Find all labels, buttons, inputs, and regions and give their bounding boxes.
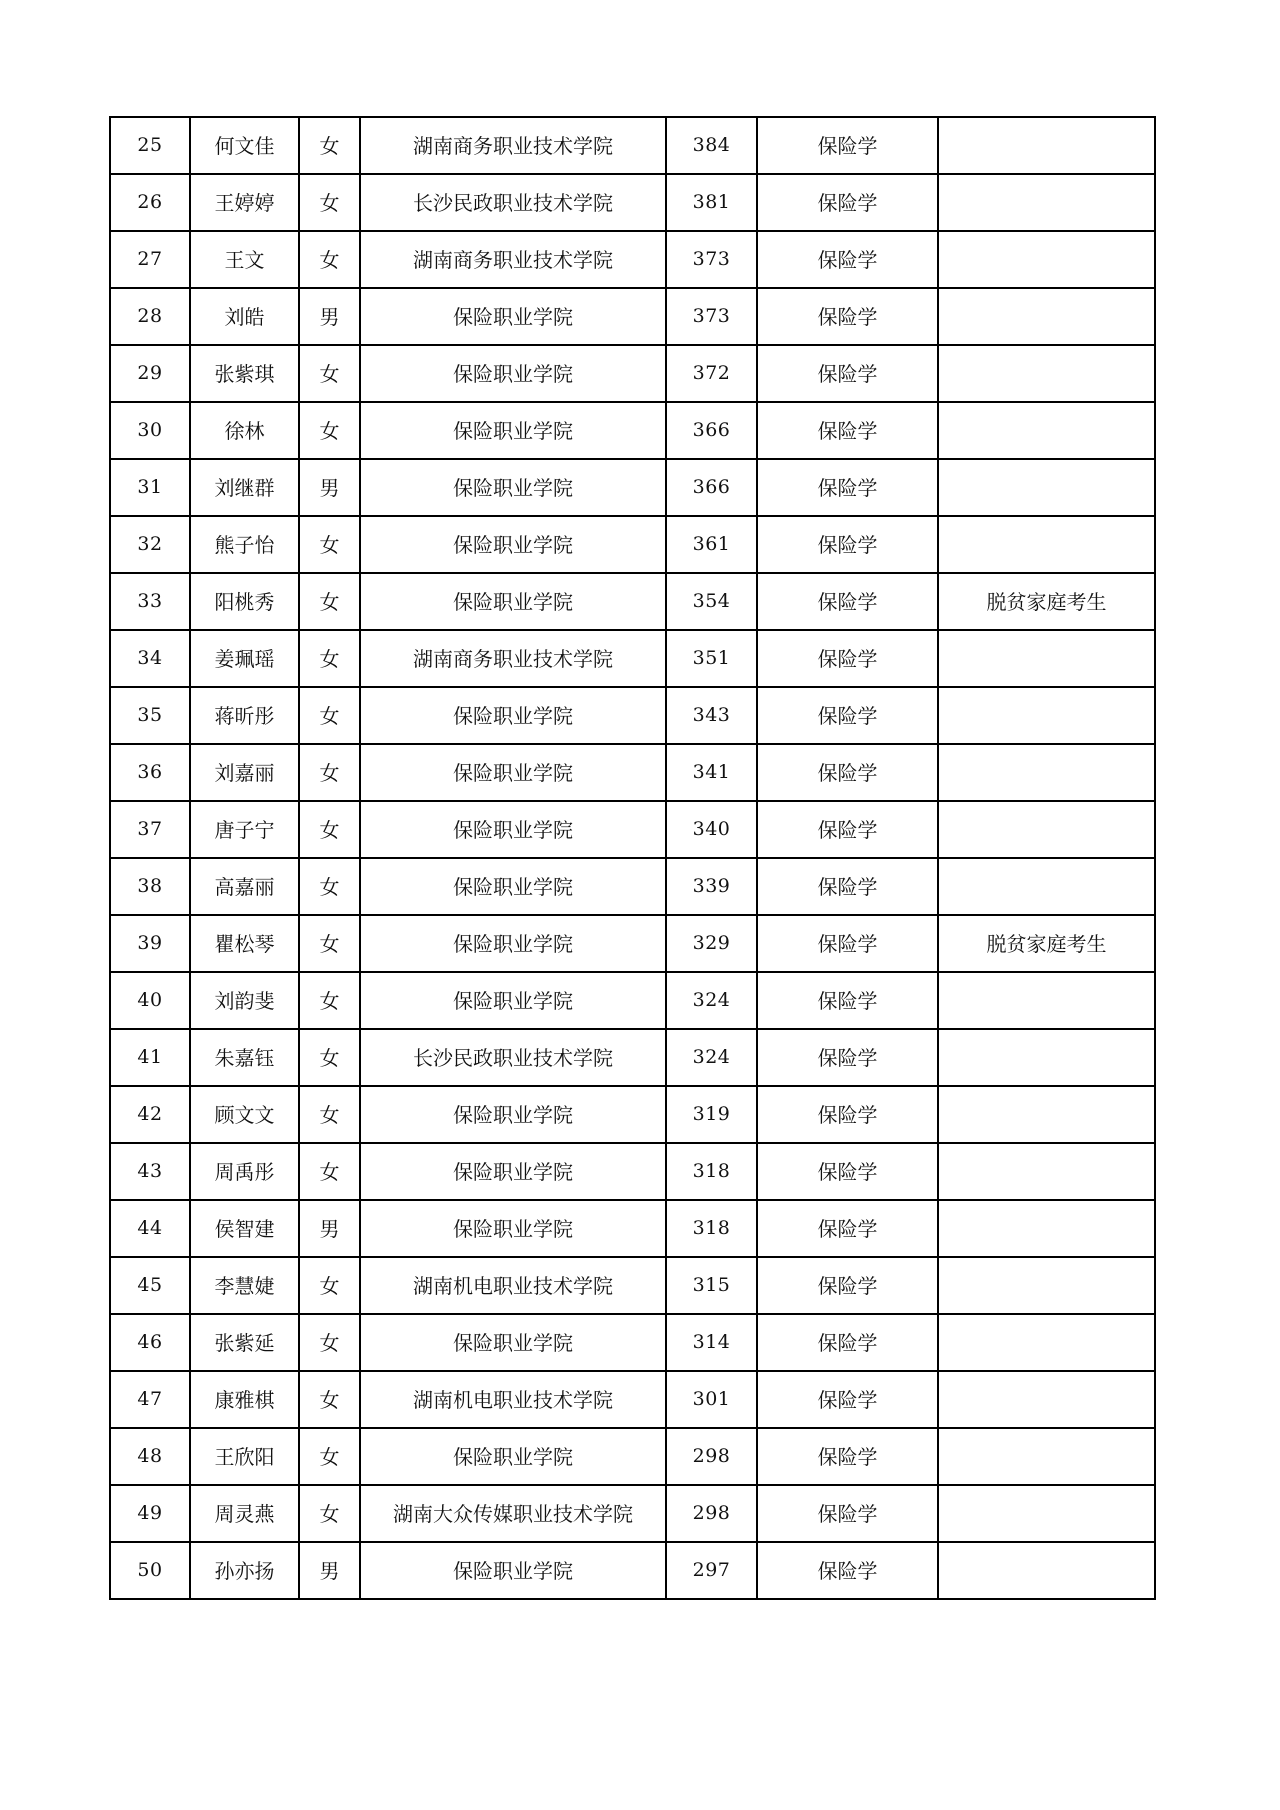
note-cell [938, 1257, 1155, 1314]
note-cell [938, 1200, 1155, 1257]
major-cell: 保险学 [757, 630, 938, 687]
major-cell: 保险学 [757, 345, 938, 402]
school-cell: 湖南商务职业技术学院 [360, 630, 666, 687]
school-cell: 保险职业学院 [360, 288, 666, 345]
school-cell: 保险职业学院 [360, 1542, 666, 1599]
table-row [110, 117, 1155, 174]
school-cell: 保险职业学院 [360, 1200, 666, 1257]
school-cell: 湖南机电职业技术学院 [360, 1257, 666, 1314]
name-cell: 张紫琪 [190, 345, 299, 402]
note-cell: 脱贫家庭考生 [938, 573, 1155, 630]
school-cell: 保险职业学院 [360, 345, 666, 402]
school-cell: 保险职业学院 [360, 1428, 666, 1485]
score-cell: 319 [666, 1086, 757, 1143]
major-cell: 保险学 [757, 1143, 938, 1200]
school-cell: 湖南商务职业技术学院 [360, 231, 666, 288]
school-cell: 长沙民政职业技术学院 [360, 174, 666, 231]
major-cell: 保险学 [757, 459, 938, 516]
score-cell: 366 [666, 459, 757, 516]
major-cell: 保险学 [757, 117, 938, 174]
note-cell [938, 687, 1155, 744]
name-cell: 侯智建 [190, 1200, 299, 1257]
major-cell: 保险学 [757, 402, 938, 459]
row-number-cell: 26 [110, 174, 190, 231]
row-number-cell: 32 [110, 516, 190, 573]
score-cell: 318 [666, 1143, 757, 1200]
note-cell [938, 1542, 1155, 1599]
major-cell: 保险学 [757, 744, 938, 801]
row-number-cell: 31 [110, 459, 190, 516]
major-cell: 保险学 [757, 1257, 938, 1314]
major-cell: 保险学 [757, 573, 938, 630]
row-number-cell: 33 [110, 573, 190, 630]
school-cell: 保险职业学院 [360, 1143, 666, 1200]
name-cell: 周禹彤 [190, 1143, 299, 1200]
table-row [110, 744, 1155, 801]
gender-cell: 女 [299, 1314, 360, 1371]
school-cell: 保险职业学院 [360, 687, 666, 744]
table-row [110, 801, 1155, 858]
score-cell: 298 [666, 1485, 757, 1542]
name-cell: 王婷婷 [190, 174, 299, 231]
note-cell [938, 117, 1155, 174]
row-number-cell: 45 [110, 1257, 190, 1314]
name-cell: 瞿松琴 [190, 915, 299, 972]
name-cell: 刘韵斐 [190, 972, 299, 1029]
gender-cell: 女 [299, 1371, 360, 1428]
table-row [110, 459, 1155, 516]
note-cell [938, 288, 1155, 345]
table-row [110, 516, 1155, 573]
note-cell [938, 516, 1155, 573]
row-number-cell: 49 [110, 1485, 190, 1542]
note-cell [938, 744, 1155, 801]
gender-cell: 女 [299, 117, 360, 174]
major-cell: 保险学 [757, 1371, 938, 1428]
table-row [110, 174, 1155, 231]
row-number-cell: 37 [110, 801, 190, 858]
gender-cell: 女 [299, 1086, 360, 1143]
score-cell: 373 [666, 288, 757, 345]
name-cell: 康雅棋 [190, 1371, 299, 1428]
school-cell: 保险职业学院 [360, 972, 666, 1029]
gender-cell: 女 [299, 1485, 360, 1542]
school-cell: 保险职业学院 [360, 402, 666, 459]
table-row [110, 1086, 1155, 1143]
gender-cell: 男 [299, 1542, 360, 1599]
name-cell: 唐子宁 [190, 801, 299, 858]
gender-cell: 女 [299, 516, 360, 573]
gender-cell: 女 [299, 915, 360, 972]
row-number-cell: 40 [110, 972, 190, 1029]
gender-cell: 女 [299, 801, 360, 858]
gender-cell: 女 [299, 345, 360, 402]
row-number-cell: 43 [110, 1143, 190, 1200]
note-cell [938, 174, 1155, 231]
row-number-cell: 48 [110, 1428, 190, 1485]
note-cell [938, 402, 1155, 459]
major-cell: 保险学 [757, 801, 938, 858]
row-number-cell: 35 [110, 687, 190, 744]
school-cell: 湖南商务职业技术学院 [360, 117, 666, 174]
school-cell: 保险职业学院 [360, 1086, 666, 1143]
note-cell [938, 1428, 1155, 1485]
name-cell: 徐林 [190, 402, 299, 459]
name-cell: 王欣阳 [190, 1428, 299, 1485]
major-cell: 保险学 [757, 1485, 938, 1542]
major-cell: 保险学 [757, 231, 938, 288]
name-cell: 姜珮瑶 [190, 630, 299, 687]
name-cell: 张紫延 [190, 1314, 299, 1371]
score-cell: 324 [666, 1029, 757, 1086]
note-cell [938, 972, 1155, 1029]
table-row [110, 1428, 1155, 1485]
major-cell: 保险学 [757, 1314, 938, 1371]
row-number-cell: 34 [110, 630, 190, 687]
score-cell: 361 [666, 516, 757, 573]
gender-cell: 男 [299, 288, 360, 345]
table-row [110, 858, 1155, 915]
gender-cell: 女 [299, 972, 360, 1029]
row-number-cell: 38 [110, 858, 190, 915]
score-cell: 324 [666, 972, 757, 1029]
name-cell: 朱嘉钰 [190, 1029, 299, 1086]
name-cell: 熊子怡 [190, 516, 299, 573]
school-cell: 保险职业学院 [360, 516, 666, 573]
school-cell: 长沙民政职业技术学院 [360, 1029, 666, 1086]
gender-cell: 女 [299, 402, 360, 459]
major-cell: 保险学 [757, 516, 938, 573]
major-cell: 保险学 [757, 288, 938, 345]
gender-cell: 女 [299, 630, 360, 687]
row-number-cell: 28 [110, 288, 190, 345]
table-row [110, 1485, 1155, 1542]
school-cell: 保险职业学院 [360, 801, 666, 858]
score-cell: 298 [666, 1428, 757, 1485]
gender-cell: 女 [299, 231, 360, 288]
gender-cell: 女 [299, 573, 360, 630]
score-cell: 339 [666, 858, 757, 915]
school-cell: 保险职业学院 [360, 459, 666, 516]
gender-cell: 男 [299, 459, 360, 516]
row-number-cell: 36 [110, 744, 190, 801]
name-cell: 李慧婕 [190, 1257, 299, 1314]
school-cell: 保险职业学院 [360, 915, 666, 972]
score-cell: 329 [666, 915, 757, 972]
gender-cell: 女 [299, 1143, 360, 1200]
table-body [110, 117, 1155, 1599]
note-cell [938, 858, 1155, 915]
name-cell: 刘嘉丽 [190, 744, 299, 801]
name-cell: 蒋昕彤 [190, 687, 299, 744]
major-cell: 保险学 [757, 174, 938, 231]
table-row [110, 231, 1155, 288]
note-cell [938, 459, 1155, 516]
name-cell: 周灵燕 [190, 1485, 299, 1542]
score-cell: 341 [666, 744, 757, 801]
gender-cell: 女 [299, 744, 360, 801]
score-cell: 343 [666, 687, 757, 744]
name-cell: 刘皓 [190, 288, 299, 345]
table-row [110, 1371, 1155, 1428]
table-row [110, 1257, 1155, 1314]
table-row [110, 345, 1155, 402]
row-number-cell: 50 [110, 1542, 190, 1599]
gender-cell: 女 [299, 687, 360, 744]
table-row [110, 1542, 1155, 1599]
school-cell: 保险职业学院 [360, 1314, 666, 1371]
table-row [110, 573, 1155, 630]
score-cell: 318 [666, 1200, 757, 1257]
table-row [110, 915, 1155, 972]
gender-cell: 女 [299, 1257, 360, 1314]
note-cell [938, 801, 1155, 858]
gender-cell: 女 [299, 1428, 360, 1485]
name-cell: 何文佳 [190, 117, 299, 174]
note-cell [938, 630, 1155, 687]
note-cell [938, 1086, 1155, 1143]
row-number-cell: 25 [110, 117, 190, 174]
gender-cell: 女 [299, 1029, 360, 1086]
major-cell: 保险学 [757, 1428, 938, 1485]
name-cell: 阳桃秀 [190, 573, 299, 630]
major-cell: 保险学 [757, 915, 938, 972]
score-cell: 354 [666, 573, 757, 630]
score-cell: 373 [666, 231, 757, 288]
major-cell: 保险学 [757, 1029, 938, 1086]
note-cell [938, 1143, 1155, 1200]
name-cell: 刘继群 [190, 459, 299, 516]
score-cell: 351 [666, 630, 757, 687]
table-row [110, 1314, 1155, 1371]
table-row [110, 1029, 1155, 1086]
note-cell [938, 1485, 1155, 1542]
row-number-cell: 44 [110, 1200, 190, 1257]
score-cell: 340 [666, 801, 757, 858]
score-cell: 301 [666, 1371, 757, 1428]
row-number-cell: 27 [110, 231, 190, 288]
name-cell: 王文 [190, 231, 299, 288]
gender-cell: 男 [299, 1200, 360, 1257]
row-number-cell: 46 [110, 1314, 190, 1371]
row-number-cell: 42 [110, 1086, 190, 1143]
school-cell: 保险职业学院 [360, 573, 666, 630]
row-number-cell: 47 [110, 1371, 190, 1428]
name-cell: 顾文文 [190, 1086, 299, 1143]
name-cell: 高嘉丽 [190, 858, 299, 915]
table-row [110, 972, 1155, 1029]
note-cell [938, 345, 1155, 402]
row-number-cell: 39 [110, 915, 190, 972]
major-cell: 保险学 [757, 972, 938, 1029]
table-row [110, 687, 1155, 744]
school-cell: 保险职业学院 [360, 858, 666, 915]
gender-cell: 女 [299, 858, 360, 915]
note-cell [938, 1029, 1155, 1086]
table-row [110, 288, 1155, 345]
score-cell: 366 [666, 402, 757, 459]
major-cell: 保险学 [757, 1086, 938, 1143]
note-cell [938, 231, 1155, 288]
score-cell: 297 [666, 1542, 757, 1599]
major-cell: 保险学 [757, 1542, 938, 1599]
school-cell: 湖南机电职业技术学院 [360, 1371, 666, 1428]
row-number-cell: 29 [110, 345, 190, 402]
score-cell: 384 [666, 117, 757, 174]
score-cell: 372 [666, 345, 757, 402]
table-row [110, 630, 1155, 687]
note-cell [938, 1371, 1155, 1428]
score-cell: 381 [666, 174, 757, 231]
score-cell: 314 [666, 1314, 757, 1371]
school-cell: 湖南大众传媒职业技术学院 [360, 1485, 666, 1542]
table-row [110, 1143, 1155, 1200]
note-cell: 脱贫家庭考生 [938, 915, 1155, 972]
major-cell: 保险学 [757, 858, 938, 915]
note-cell [938, 1314, 1155, 1371]
score-cell: 315 [666, 1257, 757, 1314]
gender-cell: 女 [299, 174, 360, 231]
row-number-cell: 41 [110, 1029, 190, 1086]
table-row [110, 402, 1155, 459]
row-number-cell: 30 [110, 402, 190, 459]
admission-table [109, 116, 1156, 1600]
major-cell: 保险学 [757, 687, 938, 744]
major-cell: 保险学 [757, 1200, 938, 1257]
school-cell: 保险职业学院 [360, 744, 666, 801]
table-row [110, 1200, 1155, 1257]
name-cell: 孙亦扬 [190, 1542, 299, 1599]
